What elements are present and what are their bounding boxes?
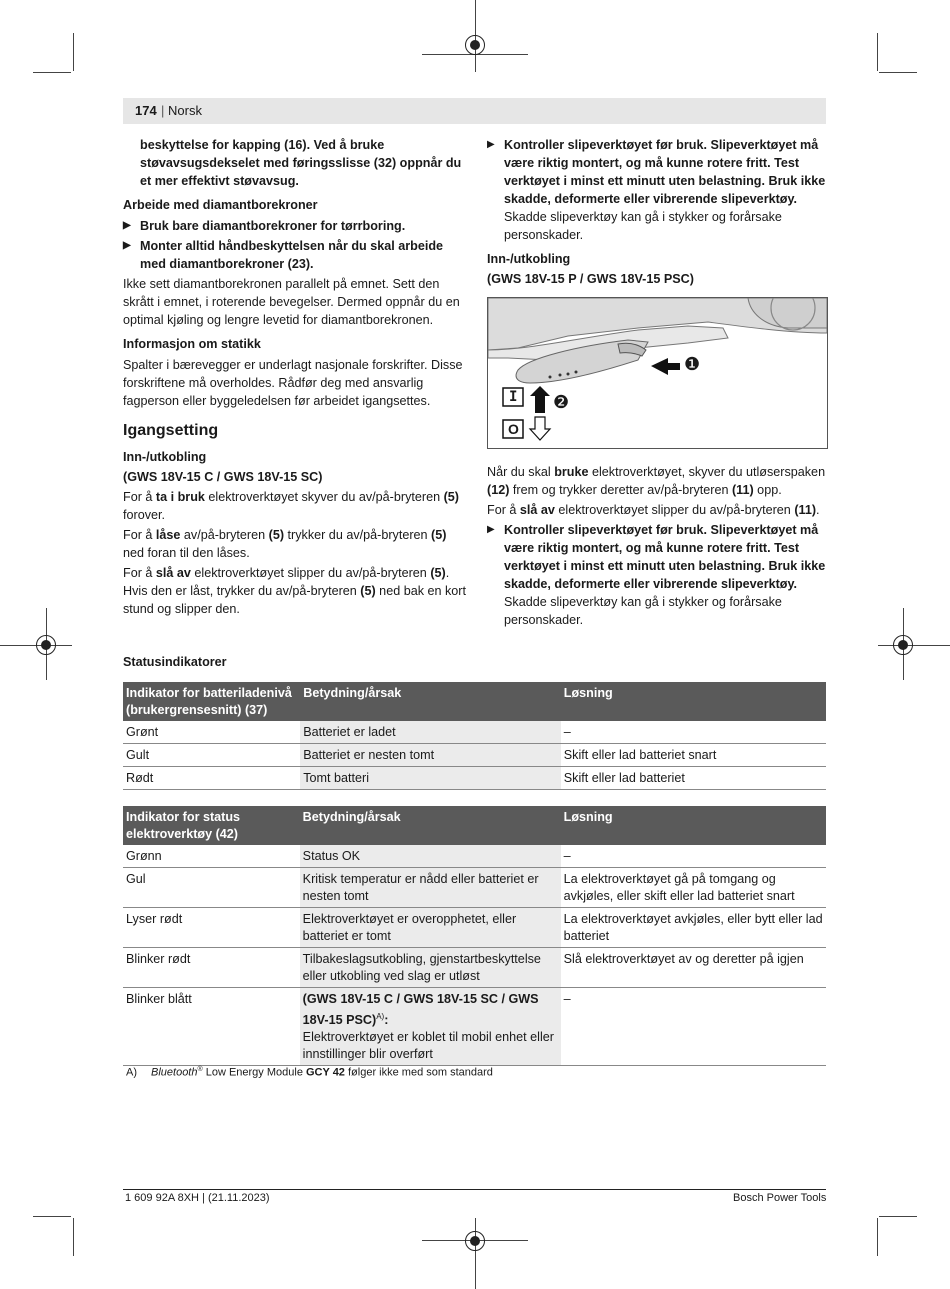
section-heading: Arbeide med diamantborekroner	[123, 198, 318, 212]
table-cell: Grønn	[123, 845, 300, 868]
table-cell: –	[561, 845, 826, 868]
table-cell: Blinker blått	[123, 988, 300, 1066]
table-row	[123, 767, 826, 790]
table-cell: Grønt	[123, 721, 300, 744]
model-list: (GWS 18V-15 C / GWS 18V-15 SC)	[123, 470, 323, 484]
table-cell: La elektroverktøyet avkjøles, eller bytt eller lad batteriet	[561, 908, 826, 948]
footnote: A) Bluetooth® Low Energy Module GCY 42 følger ikke med som standard	[126, 1066, 493, 1079]
status-heading: Statusindikatorer	[123, 655, 227, 669]
paragraph: Når du skal bruke elektroverktøyet, skyver du utløserspaken (12) frem og trykker deretter av/på-bryteren (11) opp.	[487, 465, 826, 497]
grinder-switch-drawing	[488, 298, 827, 448]
arrow-up-icon	[530, 386, 550, 413]
table-cell: Gul	[123, 868, 300, 908]
tool-status-table	[123, 806, 826, 1066]
paragraph: Ikke sett diamantborekronen parallelt på emnet. Sett den skrått i emnet, i roterende bevegelser. Dermed oppnår du en optimal kjøling og lengre levetid for diamantborekronen.	[123, 277, 460, 327]
table-row	[123, 948, 826, 988]
table-cell: Rødt	[123, 767, 300, 790]
section-heading: Inn-/utkobling	[123, 450, 207, 464]
model-list: (GWS 18V-15 P / GWS 18V-15 PSC)	[487, 272, 694, 286]
bullet-item	[123, 217, 468, 235]
bullet-text: Skadde slipeverktøy kan gå i stykker og forårsake personskader.	[504, 595, 782, 627]
table-cell: Kritisk temperatur er nådd eller batteriet er nesten tomt	[300, 868, 561, 908]
bullet-text: Kontroller slipeverktøyet før bruk. Slipeverktøyet må være riktig montert, og må kunne rotere fritt. Test verktøyet i minst ett minutt uten belastning. Bruk ikke skadde, deformerte eller vibrerende slipeverktøy.	[504, 523, 826, 591]
off-symbol-label: O	[508, 421, 519, 437]
registration-line	[475, 1218, 476, 1289]
crop-mark	[879, 72, 917, 73]
table-cell: Tilbakeslagsutkobling, gjenstartbeskyttelse eller utkobling ved slag er utløst	[300, 948, 561, 988]
table-header-row	[123, 806, 826, 845]
on-symbol-label: I	[509, 389, 518, 405]
table-row	[123, 908, 826, 948]
paragraph: For å slå av elektroverktøyet slipper du av/på-bryteren (5). Hvis den er låst, trykker du av/på-bryteren (5) ned bak en kort stund og slipper den.	[123, 566, 467, 616]
crop-mark	[877, 1218, 878, 1256]
column-header: Indikator for batteriladenivå (brukergrensesnitt) (37)	[123, 682, 300, 721]
arrow-bullet-icon: ▶	[487, 524, 495, 535]
table-cell: –	[561, 988, 826, 1066]
paragraph: For å ta i bruk elektroverktøyet skyver du av/på-bryteren (5) forover.	[123, 490, 459, 522]
table-row	[123, 988, 826, 1066]
table-cell: Skift eller lad batteriet snart	[561, 744, 826, 767]
bullet-text: Monter alltid håndbeskyttelsen når du skal arbeide med diamantborekroner (23).	[140, 239, 444, 271]
crop-mark	[73, 33, 74, 71]
footer-brand: Bosch Power Tools	[733, 1192, 827, 1204]
intro-text: beskyttelse for kapping (16). Ved å bruke støvavsugsdekselet med føringsslisse (32) oppnår du et mer effektivt støvavsug.	[140, 138, 462, 188]
page-number: 174	[135, 103, 157, 118]
switch-illustration	[487, 297, 828, 449]
left-column	[123, 136, 468, 620]
bullet-text: Bruk bare diamantborekroner for tørrboring.	[140, 219, 406, 233]
table-cell: Lyser rødt	[123, 908, 300, 948]
bullet-item	[123, 237, 468, 273]
bullet-text: Skadde slipeverktøy kan gå i stykker og forårsake personskader.	[504, 210, 782, 242]
registration-mark-icon	[465, 35, 485, 55]
registration-mark-icon	[893, 635, 913, 655]
table-cell: Skift eller lad batteriet	[561, 767, 826, 790]
battery-status-table	[123, 682, 826, 790]
table-cell: –	[561, 721, 826, 744]
table-row	[123, 744, 826, 767]
paragraph: Spalter i bærevegger er underlagt nasjonale forskrifter. Disse forskriftene må overholdes. Rådfør deg med ansvarlig fagperson eller byggeledelsen før arbeidet igangsettes.	[123, 358, 463, 408]
arrow-down-outline-icon	[530, 417, 550, 440]
table-cell: Batteriet er ladet	[300, 721, 561, 744]
paragraph: For å låse av/på-bryteren (5) trykker du av/på-bryteren (5) ned foran til den låses.	[123, 528, 447, 560]
table-cell: Gult	[123, 744, 300, 767]
crop-mark	[33, 1216, 71, 1217]
arrow-bullet-icon: ▶	[487, 139, 495, 150]
column-header: Betydning/årsak	[300, 806, 561, 845]
table-cell: La elektroverktøyet gå på tomgang og avkjøles, eller skift eller lad batteriet snart	[561, 868, 826, 908]
paragraph: For å slå av elektroverktøyet slipper du av/på-bryteren (11).	[487, 503, 820, 517]
bullet-text: Kontroller slipeverktøyet før bruk. Slipeverktøyet må være riktig montert, og må kunne rotere fritt. Test verktøyet i minst ett minutt uten belastning. Bruk ikke skadde, deformerte eller vibrerende slipeverktøy.	[504, 138, 826, 206]
right-column-top	[487, 136, 827, 290]
registration-mark-icon	[36, 635, 56, 655]
section-heading: Inn-/utkobling	[487, 252, 571, 266]
registration-mark-icon	[465, 1231, 485, 1251]
crop-mark	[877, 33, 878, 71]
registration-line	[878, 645, 950, 646]
table-row	[123, 868, 826, 908]
arrow-bullet-icon: ▶	[123, 240, 131, 251]
callout-2: ❷	[553, 392, 570, 412]
arrow-left-icon	[651, 358, 680, 375]
header-separator: |	[161, 103, 165, 118]
table-header-row	[123, 682, 826, 721]
table-cell: Batteriet er nesten tomt	[300, 744, 561, 767]
column-header: Løsning	[561, 682, 826, 721]
table-cell: Status OK	[300, 845, 561, 868]
page-header	[123, 98, 826, 124]
table-cell: Blinker rødt	[123, 948, 300, 988]
callout-1: ❶	[684, 354, 701, 374]
table-cell: (GWS 18V-15 C / GWS 18V-15 SC / GWS 18V-15 PSC)$^{A)}$: Elektroverktøyet er koblet til mobil enhet eller innstillinger blir overført	[300, 988, 561, 1066]
arrow-bullet-icon: ▶	[123, 220, 131, 231]
crop-mark	[73, 1218, 74, 1256]
table-row	[123, 845, 826, 868]
table-cell: Tomt batteri	[300, 767, 561, 790]
bullet-item	[487, 521, 827, 629]
column-header: Indikator for status elektroverktøy (42)	[123, 806, 300, 845]
column-header: Løsning	[561, 806, 826, 845]
right-column-bottom	[487, 463, 827, 631]
section-heading: Informasjon om statikk	[123, 337, 261, 351]
table-row	[123, 721, 826, 744]
footer-divider	[123, 1189, 826, 1190]
column-header: Betydning/årsak	[300, 682, 561, 721]
footer-doc-id: 1 609 92A 8XH | (21.11.2023)	[125, 1192, 270, 1204]
bullet-item	[487, 136, 827, 244]
header-language: Norsk	[168, 103, 202, 118]
table-cell: Slå elektroverktøyet av og deretter på igjen	[561, 948, 826, 988]
crop-mark	[879, 1216, 917, 1217]
crop-mark	[33, 72, 71, 73]
table-cell: Elektroverktøyet er overopphetet, eller batteriet er tomt	[300, 908, 561, 948]
chapter-heading: Igangsetting	[123, 422, 219, 439]
